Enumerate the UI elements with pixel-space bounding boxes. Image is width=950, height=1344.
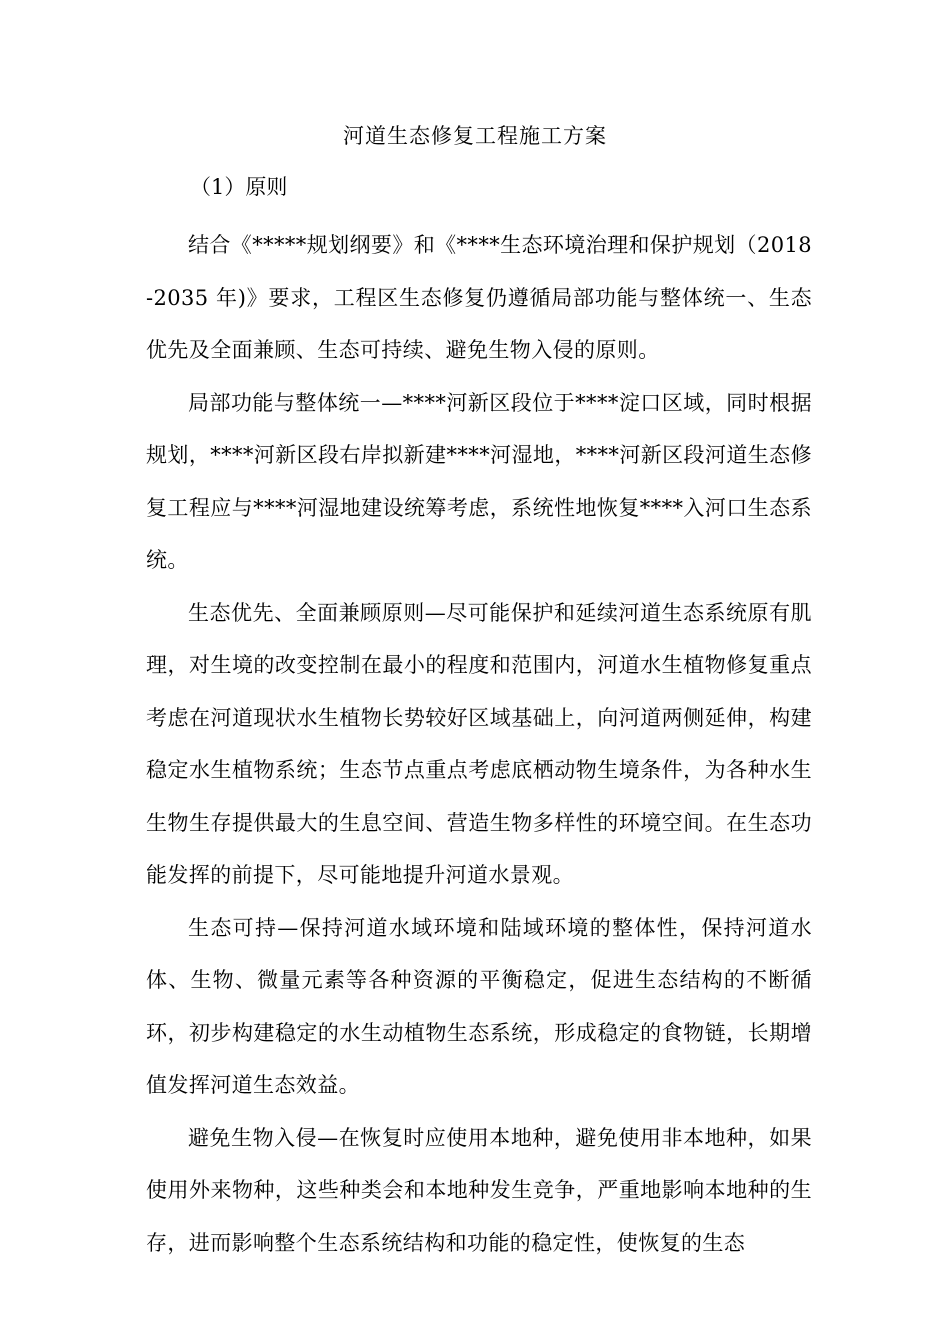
section-heading: （1）原则 xyxy=(190,175,288,199)
document-title: 河道生态修复工程施工方案 xyxy=(343,124,607,148)
paragraph-avoid-invasion: 避免生物入侵—在恢复时应使用本地种，避免使用非本地种，如果使用外来物种，这些种类会和本地种发生竞争，严重地影响本地种的生存，进而影响整个生态系统结构和功能的稳定性，使恢复的生态 xyxy=(146,1125,812,1255)
paragraph-ecology-first: 生态优先、全面兼顾原则—尽可能保护和延续河道生态系统原有肌理，对生境的改变控制在最小的程度和范围内，河道水生植物修复重点考虑在河道现状水生植物长势较好区域基础上，向河道两侧延伸，构建稳定水生植物系统；生态节点重点考虑底栖动物生境条件，为各种水生生物生存提供最大的生息空间、营造生物多样性的环境空间。在生态功能发挥的前提下，尽可能地提升河道水景观。 xyxy=(146,600,812,887)
document-body xyxy=(146,219,812,1269)
paragraph-principles-intro: 结合《*****规划纲要》和《****生态环境治理和保护规划（2018-2035 年)》要求，工程区生态修复仍遵循局部功能与整体统一、生态优先及全面兼顾、生态可持续、避免生物入侵的原则。 xyxy=(146,233,812,362)
paragraph-local-and-whole: 局部功能与整体统一—****河新区段位于****淀口区域，同时根据规划，****河新区段右岸拟新建****河湿地，****河新区段河道生态修复工程应与****河湿地建设统筹考虑，系统性地恢复****入河口生态系统。 xyxy=(146,390,812,572)
paragraph-sustainable: 生态可持—保持河道水域环境和陆域环境的整体性，保持河道水体、生物、微量元素等各种资源的平衡稳定，促进生态结构的不断循环，初步构建稳定的水生动植物生态系统，形成稳定的食物链，长期增值发挥河道生态效益。 xyxy=(146,915,812,1097)
